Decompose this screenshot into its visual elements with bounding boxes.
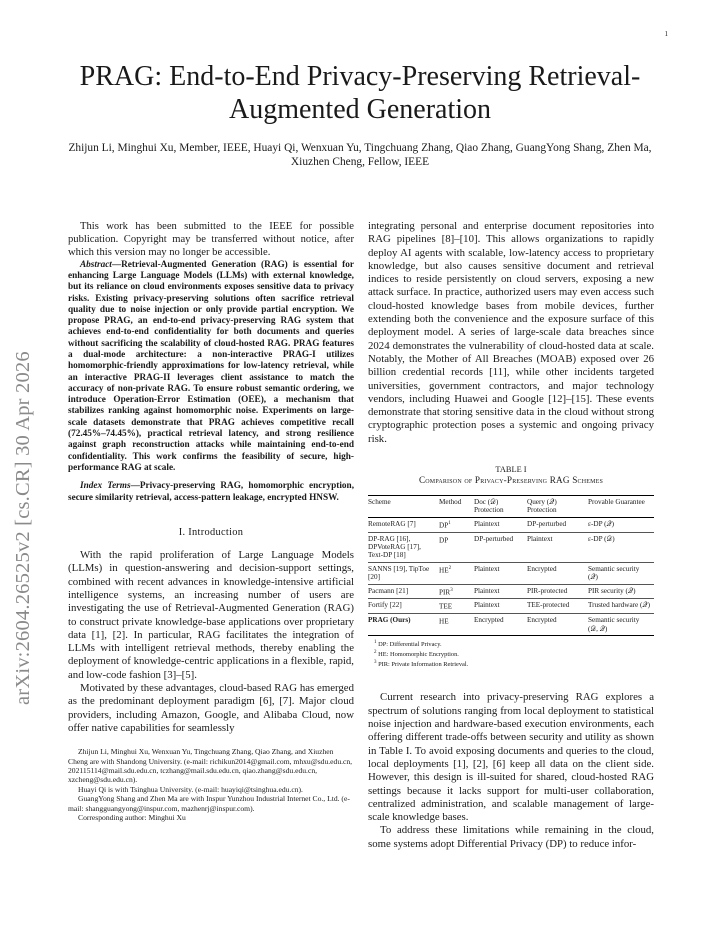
table-note: $^3$ PIR: Private Information Retrieval. [374, 660, 469, 669]
table-cell: Pacmann [21] [368, 586, 409, 595]
table-cell: ε-DP (𝒬) [588, 519, 615, 528]
footnote-affiliation-2: Huayi Qi is with Tsinghua University. (e-mail: huayiqi@tsinghua.edu.cn). [78, 784, 303, 794]
table-cell: PIR-protected [527, 586, 568, 595]
table-cell: DP-RAG [16], DPVoteRAG [17], Text-DP [18] [368, 534, 421, 560]
right-paragraph-3: To address these limitations while remaining in the cloud, some systems adopt Differential Privacy (DP) to reduce infor- [368, 824, 654, 850]
page-number: 1 [664, 30, 668, 38]
footnote-affiliation-3: GuangYong Shang and Zhen Ma are with Inspur Yunzhou Industrial Internet Co., Ltd. (e-mail: shangguangyong@inspur.com, mazhenrj@inspur.com). [68, 794, 350, 813]
table-note: $^1$ DP: Differential Privacy. [374, 640, 442, 649]
table-cell: Encrypted [527, 564, 557, 573]
table-row [368, 517, 654, 532]
author-footnotes [68, 747, 354, 822]
abstract-label: Abstract [80, 259, 112, 270]
table-row [368, 562, 654, 584]
table-cell: ε-DP (𝒟) [588, 534, 615, 543]
arxiv-stamp-text: arXiv:2604.26525v2 [cs.CR] 30 Apr 2026 [12, 351, 34, 705]
comparison-table [368, 495, 654, 636]
table-cell: TEE-protected [527, 601, 570, 610]
table-cell: $DP^1$ [439, 520, 451, 530]
table-cell: PRAG (Ours) [368, 616, 411, 625]
table-cell: Plaintext [527, 534, 553, 543]
footnote-affiliation-1: Zhijun Li, Minghui Xu, Wenxuan Yu, Tingchuang Zhang, Qiao Zhang, and Xiuzhen Cheng are with Shandong University. (e-mail: richikun2014@gmail.com, mhxu@sdu.edu.cn, 202115114@mail.sdu.edu.cn, tczhang@mail.sdu.edu.cn, qiao.zhang@sdu.edu.cn, xzcheng@sdu.edu.cn). [68, 747, 353, 785]
table-row [368, 599, 654, 614]
left-column [68, 220, 354, 822]
table-notes [368, 639, 654, 669]
table-cell: PIR$^3$ [439, 587, 453, 597]
table-cell: DP-perturbed [527, 519, 567, 528]
right-column [368, 220, 654, 851]
section-heading: I. Introduction [178, 526, 244, 538]
table-cell: DP-perturbed [474, 534, 514, 543]
right-paragraph-2: Current research into privacy-preserving RAG explores a spectrum of solutions ranging from local deployment to statistical noise injection and hardware-based execution environments, each offering different trade-offs between security and utility as shown in Table I. To avoid exposing documents and queries to the cloud, local deployments [1], [2], [6] keep all data on the client side. However, this design is ill-suited for shared, cloud-hosted RAG settings because it lacks support for multi-user collaboration, centralized administration, and scalable management of large-scale knowledge bases. [368, 691, 654, 824]
table-cell: Plaintext [474, 519, 500, 528]
table-cell: DP [439, 536, 449, 545]
table-cell: $HE^2$ [439, 565, 452, 575]
arxiv-stamp [12, 185, 60, 705]
table-header-row [368, 496, 654, 518]
table-row [368, 584, 654, 599]
table-title: Comparison of Privacy-Preserving RAG Schemes [418, 475, 604, 486]
table-header: Query (𝒬) Protection [527, 498, 557, 515]
table-note: $^2$ HE: Homomorphic Encryption. [374, 650, 459, 659]
table-cell: Plaintext [474, 564, 500, 573]
table-cell: Fortify [22] [368, 601, 402, 610]
table-row [368, 532, 654, 562]
table-cell: Encrypted [527, 616, 557, 625]
abstract [68, 260, 354, 475]
abstract-text: —Retrieval-Augmented Generation (RAG) is essential for enhancing Large Language Models (LLMs) with external knowledge, but its reliance on cloud environments exposes sensitive data to privacy risks. Existing privacy-preserving solutions often sacrifice retrieval quality due to noise injection or only provide partial encryption. We propose PRAG, an end-to-end privacy-preserving RAG system that achieves end-to-end confidentiality for both documents and queries without sacrificing the scalability of cloud-hosted RAG. PRAG features a dual-mode architecture: a non-interactive PRAG-I utilizes homomorphic-friendly approximations for low-latency retrieval, while an interactive PRAG-II leverages client assistance to match the accuracy of non-private RAG. To ensure robust semantic ordering, we introduce Operation-Error Estimation (OEE), a mechanism that stabilizes ranking against homomorphic noise. Experiments on large-scale datasets demonstrate that PRAG achieves competitive recall (72.45%–74.45%), practical retrieval latency, and strong resilience against graph reconstruction attacks while maintaining end-to-end confidentiality. This work confirms the feasibility of secure, high-performance RAG at scale. [68, 259, 354, 473]
table-header: Provable Guarantee [588, 498, 645, 507]
table-cell: Trusted hardware (𝒬) [588, 601, 650, 610]
right-paragraph-1: integrating personal and enterprise document repositories into RAG pipelines [8]–[10]. This allows organizations to rapidly deploy AI agents with scalable, low-latency access to proprietary knowledge, but also causes sensitive document and retrieval indices to reside persistently on cloud servers, exposing a new attack surface. In practice, authorized users may even access such cloud-hosted knowledge bases from mobile devices, further extending both the convenience and the exposure surface of this deployment model. A series of large-scale data breaches since 2024 demonstrates the vulnerability of cloud-hosted data at scale. Notably, the Mother of All Breaches (MOAB) exposed over 26 billion credential records [11], while other incidents targeted universities, government contractors, and major technology vendors, including Huawei and Google [12]–[15]. These events demonstrate that storing sensitive data in the cloud without strong cryptographic protection poses a systemic and ongoing privacy risk. [368, 220, 654, 445]
table-cell: HE [439, 617, 449, 626]
table-cell: RemoteRAG [7] [368, 519, 416, 528]
table-cell: SANNS [19], TipToe [20] [368, 564, 430, 582]
table-cell: Semantic security (𝒬) [588, 564, 640, 582]
intro-paragraph-1: With the rapid proliferation of Large Language Models (LLMs) in question-answering and decision-support settings, combined with recent advances in knowledge-intensive artificial intelligence systems, an increasing number of users are investigating the use of Retrieval-Augmented Generation (RAG) to construct private knowledge-base applications over proprietary data [1], [2]. In particular, RAG facilitates the integration of LLMs with intelligent retrieval methods, thereby enabling the deployment of knowledge-centric applications in a flexible, rapid, and low-code fashion [3]–[5]. [68, 549, 354, 681]
index-terms-label: Index Terms [80, 481, 131, 492]
paper-title: PRAG: End-to-End Privacy-Preserving Retrieval-Augmented Generation [79, 61, 641, 125]
index-terms-text: —Privacy-preserving RAG, homomorphic encryption, secure similarity retrieval, access-pattern leakage, encrypted HNSW. [68, 481, 355, 503]
table-label: TABLE I [495, 465, 527, 475]
submission-note: This work has been submitted to the IEEE for possible publication. Copyright may be transferred without notice, after which this version may no longer be accessible. [68, 221, 354, 259]
index-terms [68, 481, 354, 504]
intro-paragraph-2: Motivated by these advantages, cloud-based RAG has emerged as the predominant deployment paradigm [6], [7]. Major cloud providers, including Amazon, Google, and Alibaba Cloud, now offer native capabilities for seamlessly [68, 682, 354, 734]
author-list: Zhijun Li, Minghui Xu, Member, IEEE, Huayi Qi, Wenxuan Yu, Tingchuang Zhang, Qiao Zhang, GuangYong Shang, Zhen Ma, Xiuzhen Cheng, Fellow, IEEE [68, 142, 652, 168]
table-cell: TEE [439, 602, 453, 611]
table-header: Scheme [368, 498, 391, 507]
table-cell: Plaintext [474, 601, 500, 610]
footnote-corresponding: Corresponding author: Minghui Xu [78, 813, 186, 823]
table-cell: PIR security (𝒬) [588, 586, 636, 595]
table-cell: Semantic security (𝒟, 𝒬) [588, 616, 640, 633]
table-cell: Encrypted [474, 616, 504, 625]
table-header: Method [439, 498, 462, 507]
table-caption [368, 464, 654, 486]
table-row-ours [368, 614, 654, 636]
table-header: Doc (𝒟) Protection [474, 498, 504, 515]
table-cell: Plaintext [474, 586, 500, 595]
